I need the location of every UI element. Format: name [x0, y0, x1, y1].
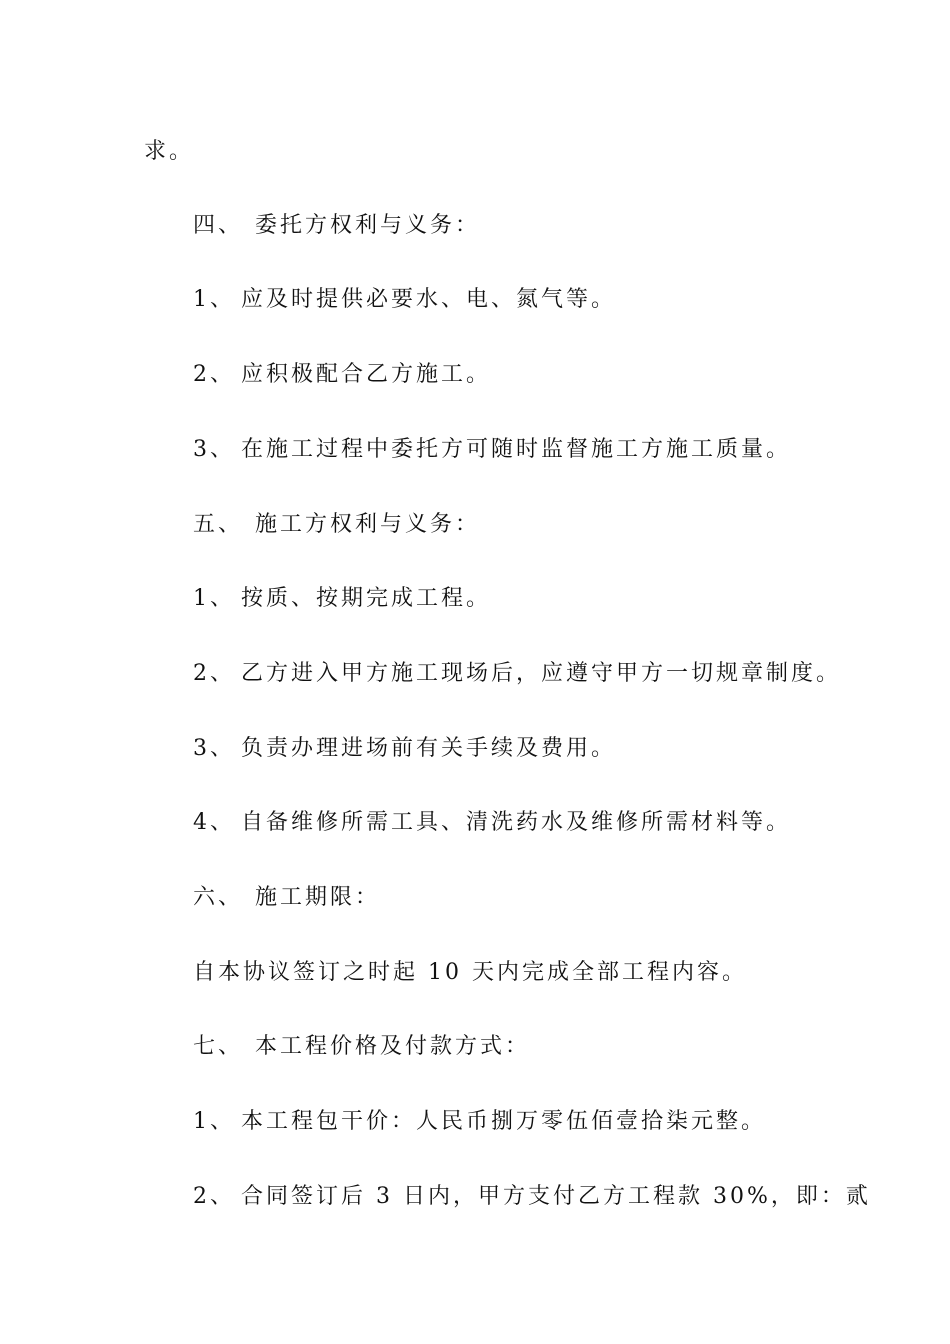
- item-number: 3、: [193, 437, 235, 462]
- item-text: 应积极配合乙方施工。: [241, 362, 492, 387]
- list-item: [193, 584, 491, 614]
- item-number: 1、: [193, 586, 235, 611]
- item-text: 乙方进入甲方施工现场后，应遵守甲方一切规章制度。: [241, 661, 842, 686]
- section-heading: [193, 510, 480, 540]
- item-text: 在施工过程中委托方可随时监督施工方施工质量。: [241, 437, 792, 462]
- list-item: [193, 659, 841, 689]
- list-item: [193, 285, 616, 315]
- paragraph: 自本协议签订之时起 10 天内完成全部工程内容。: [193, 960, 747, 985]
- section-title: 本工程价格及付款方式：: [255, 1034, 531, 1059]
- item-number: 2、: [193, 661, 235, 686]
- section-number: 五、: [193, 512, 244, 537]
- item-text: 按质、按期完成工程。: [241, 586, 492, 611]
- list-item: [193, 1107, 766, 1137]
- item-text: 自备维修所需工具、清洗药水及维修所需材料等。: [241, 810, 792, 835]
- section-number: 六、: [193, 885, 244, 910]
- list-item: [193, 734, 616, 764]
- section-title: 施工期限：: [255, 885, 381, 910]
- item-number: 3、: [193, 736, 235, 761]
- item-number: 1、: [193, 1109, 235, 1134]
- section-title: 委托方权利与义务：: [255, 213, 481, 238]
- item-number: 2、: [193, 362, 235, 387]
- section-number: 七、: [193, 1034, 244, 1059]
- item-number: 2、: [193, 1184, 235, 1209]
- continuation-text: 求。: [144, 139, 195, 164]
- section-title: 施工方权利与义务：: [255, 512, 481, 537]
- list-item: [193, 1182, 871, 1212]
- item-text: 应及时提供必要水、电、氮气等。: [241, 287, 617, 312]
- item-text: 负责办理进场前有关手续及费用。: [241, 736, 617, 761]
- list-item: [193, 360, 491, 390]
- item-text: 合同签订后 3 日内，甲方支付乙方工程款 30%，即：贰: [241, 1184, 871, 1209]
- section-heading: [193, 211, 480, 241]
- item-number: 4、: [193, 810, 235, 835]
- section-heading: [193, 1032, 530, 1062]
- item-number: 1、: [193, 287, 235, 312]
- list-item: [193, 808, 791, 838]
- section-number: 四、: [193, 213, 244, 238]
- section-heading: [193, 883, 380, 913]
- item-text: 本工程包干价：人民币捌万零伍佰壹拾柒元整。: [241, 1109, 767, 1134]
- list-item: [193, 435, 791, 465]
